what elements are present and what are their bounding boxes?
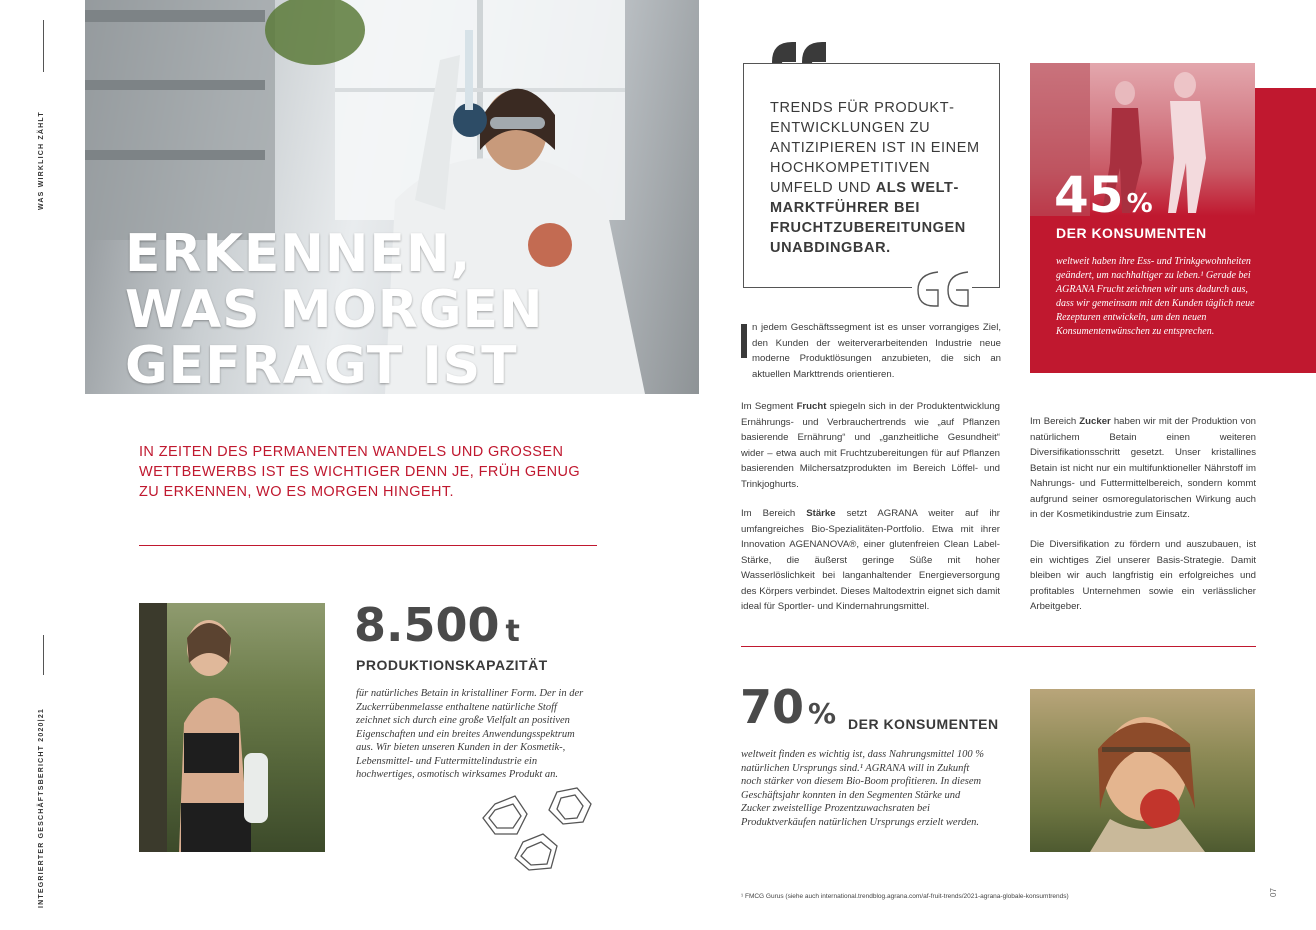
quote-plain: TRENDS FÜR PRODUKTENTWICKLUNGEN ZU ANTIZIPIEREN IST IN EINEM HOCHKOMPETITIVEN UMFELD UND: [770, 100, 980, 196]
footnote: ¹ FMCG Gurus (siehe auch international.trendblog.agrana.com/af-fruit-trends/2021-agrana-globale-konsumtrends): [741, 893, 1069, 900]
quote-text: [770, 98, 990, 258]
body-paragraph-3-text: setzt AGRANA weiter auf ihr umfangreiches Bio-Spezialitäten-Portfolio. Etwa mit ihrer Innovation AGENANOVA®, einer glutenfreien Clean Label-Stärke, die äußerst geringe Süße mit hoher Wasserlöslichkeit bei langanhaltender Energieversorgung des Körpers verbindet. Dieses Maltodextrin eignet sich damit ideal für Sportler- und Kindernahrungsmittel.: [741, 508, 1000, 612]
hero-title-line-3: GEFRAGT IST: [125, 336, 518, 394]
body-paragraph-2: [741, 399, 1000, 492]
side-label-top: WAS WIRKLICH ZÄHLT: [38, 111, 45, 210]
capacity-unit: t: [505, 614, 520, 649]
body-paragraph-3-lead: Im Bereich: [741, 508, 807, 519]
capacity-value: [354, 598, 520, 659]
page-number: 07: [1269, 888, 1279, 897]
quote-bold: ALS WELTMARKTFÜHRER BEI FRUCHTZUBEREITUNGEN UNABDINGBAR.: [770, 180, 966, 256]
body-paragraph-4-text: haben wir mit der Produktion von natürlichem Betain einen weiteren Diversifikationsschritt gesetzt. Unser kristallines Betain ist nicht nur ein multifunktioneller Nährstoff im Nahrungs- und Futtermittelbereich, sondern kommt aufgrund seiner osmoregulatorischen Wirkung auch in der Kosmetikindustrie zum Einsatz.: [1030, 416, 1256, 520]
woman-apple-photo: [1030, 689, 1255, 852]
section-divider-right: [741, 646, 1256, 647]
hero-title: [125, 226, 544, 394]
body-paragraph-2-text: spiegeln sich in der Produktentwicklung Ernährungs- und Verbrauchertrends wie „auf Pflanzen basierende Ernährung“ und „ganzheitliche Gesundheit“ wider – etwa auch mit Fruchtzubereitungen für auf Pflanzen basierenden Milchersatzprodukten im Bereich Löffel- und Trinkjoghurts.: [741, 401, 1000, 490]
side-label-bottom: INTEGRIERTER GESCHÄFTSBERICHT 2020|21: [38, 708, 45, 908]
body-paragraph-2-keyword: Frucht: [796, 401, 827, 412]
body-paragraph-3-keyword: Stärke: [806, 508, 836, 519]
side-rule-bottom: [43, 635, 44, 675]
body-paragraph-4-keyword: Zucker: [1079, 416, 1111, 427]
crystal-icon: [475, 786, 605, 876]
quote-close-icon: [912, 266, 972, 310]
body-paragraph-3: [741, 506, 1000, 615]
side-rule-top: [43, 20, 44, 72]
body-paragraph-5: Die Diversifikation zu fördern und auszubauen, ist ein wichtiges Ziel unserer Basis-Strategie. Damit bleiben wir auch langfristig ein erfolgreiches und profitables Unternehmen sowie ein verlässlicher Arbeitgeber.: [1030, 539, 1256, 612]
stat-70-number: 70: [740, 680, 805, 734]
stat-45-description: weltweit haben ihre Ess- und Trinkgewohnheiten geändert, um nachhaltiger zu leben.¹ Gerade bei AGRANA Frucht zeichnen wir uns dadurch aus, dass wir gemeinsam mit den Kunden täglich neue Rezepturen entwickeln, um den neuen Konsumentenwünschen zu entsprechen.: [1056, 256, 1255, 337]
hero-title-line-2: WAS MORGEN: [125, 280, 544, 340]
body-paragraph-4: [1030, 414, 1256, 523]
body-paragraph-1: [752, 320, 1001, 382]
stat-45-number: 45: [1054, 166, 1124, 224]
woman-apple-illustration: [1030, 689, 1255, 852]
stat-45-unit: %: [1126, 189, 1153, 219]
stat-70-unit: %: [808, 697, 837, 730]
capacity-description: für natürliches Betain in kristalliner Form. Der in der Zuckerrübenmelasse enthaltene natürliche Stoff zeichnet sich durch eine große Vielfalt an positiven Eigenschaften und ein breites Anwendungsspektrum aus. Wir bieten unseren Kunden in der Kosmetik-, Lebensmittel- und Futtermittelindustrie ein hochwertiges, osmotisch wirksames Produkt an.: [356, 688, 584, 780]
capacity-label: PRODUKTIONSKAPAZITÄT: [356, 657, 548, 673]
body-paragraph-4-lead: Im Bereich: [1030, 416, 1080, 427]
runner-illustration: [139, 603, 325, 852]
stat-45-label: DER KONSUMENTEN: [1056, 225, 1207, 241]
section-divider-left: [139, 545, 597, 546]
body-paragraph-1-text: n jedem Geschäftssegment ist es unser vorrangiges Ziel, den Kunden der weiterverarbeitenden Industrie neue moderne Produktlösungen anzubieten, die sich an aktuellen Markttrends orientieren.: [752, 322, 1001, 380]
hero-title-line-1: ERKENNEN,: [125, 224, 472, 284]
stat-45-value: [1054, 165, 1153, 234]
capacity-number: 8.500: [354, 598, 500, 652]
body-paragraph-2-lead: Im Segment: [741, 401, 797, 412]
hero-photo: [85, 0, 699, 394]
intro-text: IN ZEITEN DES PERMANENTEN WANDELS UND GROSSEN WETTBEWERBS IST ES WICHTIGER DENN JE, FRÜH GENUG ZU ERKENNEN, WO ES MORGEN HINGEHT.: [139, 444, 581, 500]
runner-photo: [139, 603, 325, 852]
stat-70-label: DER KONSUMENTEN: [848, 716, 999, 732]
stat-70-description: weltweit finden es wichtig ist, dass Nahrungsmittel 100 % natürlichen Ursprungs sind.¹ AGRANA will in Zukunft noch stärker von diesem Bio-Boom profitieren. In diesem Geschäftsjahr konnten in den Segmenten Stärke und Zucker zweistellige Prozentzuwachsraten bei Produktverkäufen natürlichen Ursprungs erzielt werden.: [741, 749, 984, 828]
stat-70-value: [740, 678, 836, 743]
drop-cap: [741, 324, 747, 358]
